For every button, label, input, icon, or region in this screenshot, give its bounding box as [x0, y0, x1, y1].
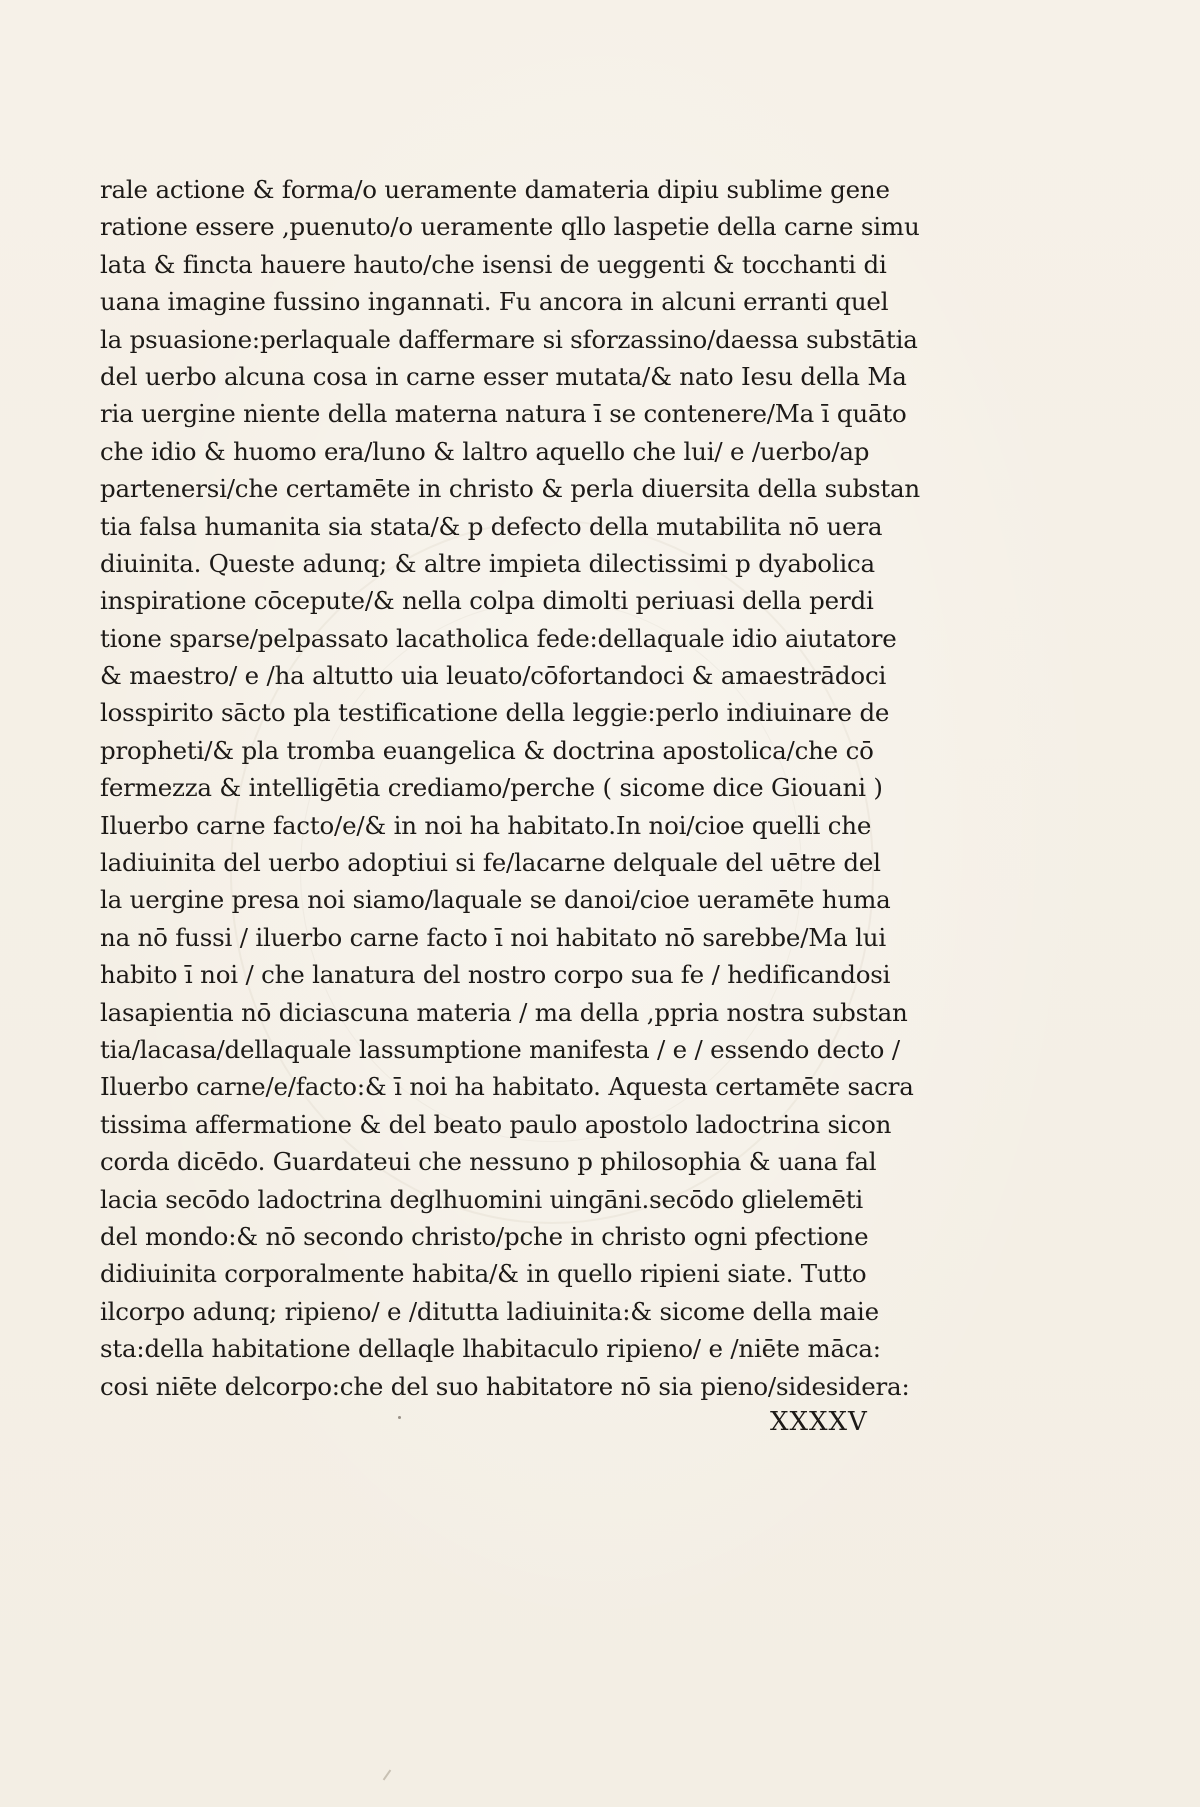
text-line: propheti/& pla tromba euangelica & doctrina apostolica/che cō [100, 735, 874, 765]
text-line: la uergine presa noi siamo/laquale se danoi/cioe ueramēte huma [100, 885, 891, 915]
text-line: diuinita. Queste adunq; & altre impieta dilectissimi p dyabolica [100, 548, 875, 578]
text-line: tione sparse/pelpassato lacatholica fede:dellaquale idio aiutatore [100, 623, 897, 653]
text-line: partenersi/che certamēte in christo & perla diuersita della substan [100, 474, 921, 504]
text-line: na nō fussi / iluerbo carne facto ī noi habitato nō sarebbe/Ma lui [100, 922, 886, 952]
text-line: tia falsa humanita sia stata/& p defecto della mutabilita nō uera [100, 511, 883, 541]
text-line: & maestro/ e /ha altutto uia leuato/cōfortandoci & amaestrādoci [100, 661, 887, 691]
text-line: habito ī noi / che lanatura del nostro corpo sua fe / hedificandosi [100, 960, 891, 990]
text-line: cosi niēte delcorpo:che del suo habitatore nō sia pieno/sidesidera: [100, 1371, 910, 1401]
text-line: tia/lacasa/dellaquale lassumptione manifesta / e / essendo decto / [100, 1034, 900, 1064]
text-line: didiuinita corporalmente habita/& in quello ripieni siate. Tutto [100, 1259, 867, 1289]
text-line: losspirito sācto pla testificatione della leggie:perlo indiuinare de [100, 698, 890, 728]
text-line: lasapientia nō diciascuna materia / ma della ,ppria nostra substan [100, 997, 908, 1027]
body-text [100, 171, 940, 1405]
text-line: ilcorpo adunq; ripieno/ e /ditutta ladiuinita:& sicome della maie [100, 1296, 879, 1326]
ink-dot [398, 1416, 401, 1419]
text-line: che idio & huomo era/luno & laltro aquello che lui/ e /uerbo/ap [100, 436, 870, 466]
text-line: corda dicēdo. Guardateui che nessuno p philosophia & uana fal [100, 1147, 877, 1177]
text-line: del uerbo alcuna cosa in carne esser mutata/& nato Iesu della Ma [100, 361, 907, 391]
text-line: lacia secōdo ladoctrina deglhuomini uingāni.secōdo glielemēti [100, 1184, 864, 1214]
ink-mark [383, 1770, 392, 1781]
text-line: Iluerbo carne/e/facto:& ī noi ha habitato. Aquesta certamēte sacra [100, 1072, 914, 1102]
text-line: ria uergine niente della materna natura ī se contenere/Ma ī quāto [100, 399, 907, 429]
text-line: uana imagine fussino ingannati. Fu ancora in alcuni erranti quel [100, 287, 889, 317]
text-line: ratione essere ,puenuto/o ueramente qllo laspetie della carne simu [100, 212, 920, 242]
text-line: la psuasione:perlaquale daffermare si sforzassino/daessa substātia [100, 324, 918, 354]
folio-number: XXXXV [770, 1407, 868, 1437]
text-line: fermezza & intelligētia crediamo/perche ( sicome dice Giouani ) [100, 773, 883, 803]
text-line: ladiuinita del uerbo adoptiui si fe/lacarne delquale del uētre del [100, 848, 881, 878]
text-line: rale actione & forma/o ueramente damateria dipiu sublime gene [100, 175, 890, 204]
text-line: inspiratione cōcepute/& nella colpa dimolti periuasi della perdi [100, 586, 874, 616]
text-line: del mondo:& nō secondo christo/pche in christo ogni pfectione [100, 1221, 869, 1251]
text-line: tissima affermatione & del beato paulo apostolo ladoctrina sicon [100, 1109, 892, 1139]
text-line: lata & fincta hauere hauto/che isensi de ueggenti & tocchanti di [100, 249, 887, 279]
text-line: Iluerbo carne facto/e/& in noi ha habitato.In noi/cioe quelli che [100, 810, 872, 840]
text-line: sta:della habitatione dellaqle lhabitaculo ripieno/ e /niēte māca: [100, 1334, 881, 1364]
